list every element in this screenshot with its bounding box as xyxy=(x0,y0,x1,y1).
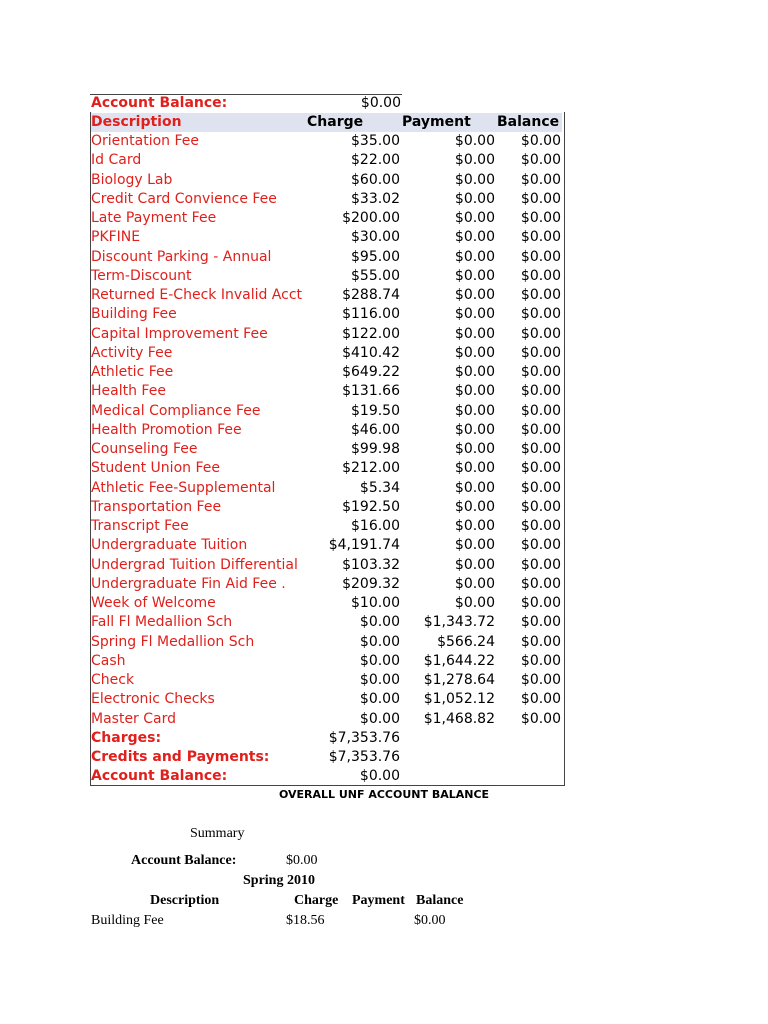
row-description: Undergrad Tuition Differential xyxy=(91,556,298,573)
table-header-row xyxy=(91,113,562,132)
row-description: Health Promotion Fee xyxy=(91,421,242,438)
row-payment: $0.00 xyxy=(454,306,495,323)
row-payment: $0.00 xyxy=(454,287,495,303)
summary-row-charge: $18.56 xyxy=(286,913,325,928)
table-row xyxy=(91,228,562,247)
row-payment: $0.00 xyxy=(454,498,495,515)
row-charge: $5.34 xyxy=(359,479,400,496)
totals-row xyxy=(91,748,562,767)
table-row xyxy=(91,459,562,478)
row-description: Master Card xyxy=(91,710,177,727)
row-charge: $0.00 xyxy=(359,691,400,708)
row-charge: $131.66 xyxy=(342,383,400,400)
header-balance: Balance xyxy=(497,114,560,130)
row-charge: $122.00 xyxy=(342,325,400,342)
row-payment: $0.00 xyxy=(454,460,495,477)
table-caption: OVERALL UNF ACCOUNT BALANCE xyxy=(278,788,490,801)
row-charge: $0.00 xyxy=(359,614,400,631)
row-payment: $0.00 xyxy=(454,133,495,149)
row-balance: $0.00 xyxy=(520,306,561,323)
row-balance: $0.00 xyxy=(520,344,561,361)
table-row xyxy=(91,344,562,363)
table-row xyxy=(91,325,562,344)
row-charge: $192.50 xyxy=(342,498,400,515)
row-charge: $16.00 xyxy=(351,518,400,534)
row-balance: $0.00 xyxy=(520,210,561,226)
row-charge: $22.00 xyxy=(351,152,400,169)
row-balance: $0.00 xyxy=(520,441,561,457)
row-charge: $116.00 xyxy=(342,306,400,323)
row-payment: $1,343.72 xyxy=(423,614,495,631)
table-row xyxy=(91,267,562,286)
row-description: Fall Fl Medallion Sch xyxy=(91,614,233,631)
row-description: Transportation Fee xyxy=(91,498,222,515)
table-row xyxy=(91,594,562,613)
row-payment: $0.00 xyxy=(454,537,495,554)
row-description: Capital Improvement Fee xyxy=(91,325,268,342)
row-balance: $0.00 xyxy=(520,364,561,380)
row-balance: $0.00 xyxy=(520,479,561,496)
totals-value: $7,353.76 xyxy=(328,749,400,765)
row-balance: $0.00 xyxy=(520,190,561,207)
row-description: Discount Parking - Annual xyxy=(91,248,272,265)
table-row xyxy=(91,613,562,632)
row-charge: $0.00 xyxy=(359,672,400,688)
row-balance: $0.00 xyxy=(520,248,561,265)
row-charge: $60.00 xyxy=(351,171,400,188)
row-balance: $0.00 xyxy=(520,421,561,438)
totals-row xyxy=(91,729,562,748)
row-description: Building Fee xyxy=(91,306,177,323)
row-description: Activity Fee xyxy=(91,344,173,361)
row-charge: $288.74 xyxy=(342,287,400,303)
row-description: Electronic Checks xyxy=(91,691,215,708)
row-balance: $0.00 xyxy=(520,537,561,554)
table-row xyxy=(91,305,562,324)
row-payment: $0.00 xyxy=(454,171,495,188)
row-description: Check xyxy=(91,672,135,688)
row-balance: $0.00 xyxy=(520,171,561,188)
row-charge: $4,191.74 xyxy=(328,537,400,554)
row-payment: $0.00 xyxy=(454,190,495,207)
row-charge: $10.00 xyxy=(351,595,400,611)
table-row xyxy=(91,517,562,536)
row-payment: $0.00 xyxy=(454,229,495,246)
row-balance: $0.00 xyxy=(520,633,561,650)
row-balance: $0.00 xyxy=(520,152,561,169)
table-row xyxy=(91,286,562,305)
row-payment: $0.00 xyxy=(454,518,495,534)
row-balance: $0.00 xyxy=(520,267,561,284)
row-charge: $209.32 xyxy=(342,575,400,592)
row-description: Credit Card Convience Fee xyxy=(91,190,277,207)
row-payment: $0.00 xyxy=(454,364,495,380)
row-balance: $0.00 xyxy=(520,229,561,246)
row-payment: $0.00 xyxy=(454,248,495,265)
table-row xyxy=(91,690,562,709)
table-row xyxy=(91,402,562,421)
header-description: Description xyxy=(91,114,182,130)
table-row xyxy=(91,710,562,729)
header-charge: Charge xyxy=(307,114,364,130)
row-description: Term-Discount xyxy=(91,267,192,284)
row-charge: $33.02 xyxy=(351,190,400,207)
account-balance-value: $0.00 xyxy=(360,95,401,111)
row-payment: $0.00 xyxy=(454,210,495,226)
row-payment: $1,278.64 xyxy=(423,672,495,688)
summary-header-charge: Charge xyxy=(294,893,339,908)
table-row xyxy=(91,633,562,652)
table-row xyxy=(91,421,562,440)
table-row xyxy=(91,440,562,459)
row-description: Counseling Fee xyxy=(91,441,198,457)
summary-header-payment: Payment xyxy=(352,893,405,908)
table-row xyxy=(91,151,562,170)
row-balance: $0.00 xyxy=(520,133,561,149)
row-balance: $0.00 xyxy=(520,498,561,515)
row-description: Orientation Fee xyxy=(91,133,200,149)
totals-label: Credits and Payments: xyxy=(91,749,270,765)
row-charge: $200.00 xyxy=(342,210,400,226)
row-description: PKFINE xyxy=(91,229,141,246)
row-description: Athletic Fee-Supplemental xyxy=(91,479,276,496)
row-balance: $0.00 xyxy=(520,460,561,477)
summary-header-balance: Balance xyxy=(416,893,464,908)
row-description: Athletic Fee xyxy=(91,364,174,380)
row-charge: $30.00 xyxy=(351,229,400,246)
totals-label: Account Balance: xyxy=(91,768,228,785)
row-balance: $0.00 xyxy=(520,595,561,611)
row-payment: $1,052.12 xyxy=(423,691,495,708)
row-payment: $566.24 xyxy=(437,633,495,650)
row-description: Medical Compliance Fee xyxy=(91,402,261,419)
table-row xyxy=(91,575,562,594)
row-balance: $0.00 xyxy=(520,614,561,631)
row-payment: $0.00 xyxy=(454,421,495,438)
row-payment: $0.00 xyxy=(454,267,495,284)
row-balance: $0.00 xyxy=(520,325,561,342)
row-charge: $0.00 xyxy=(359,633,400,650)
row-charge: $649.22 xyxy=(342,364,400,380)
row-payment: $0.00 xyxy=(454,479,495,496)
table-row xyxy=(91,190,562,209)
table-row xyxy=(91,209,562,228)
summary-term: Spring 2010 xyxy=(243,873,315,888)
row-payment: $0.00 xyxy=(454,402,495,419)
row-charge: $410.42 xyxy=(342,344,400,361)
row-payment: $0.00 xyxy=(454,575,495,592)
row-payment: $0.00 xyxy=(454,595,495,611)
row-balance: $0.00 xyxy=(520,652,561,669)
table-row xyxy=(91,132,562,151)
account-balance-row xyxy=(91,94,401,113)
row-balance: $0.00 xyxy=(520,556,561,573)
table-row xyxy=(91,248,562,267)
row-balance: $0.00 xyxy=(520,691,561,708)
summary-account-balance-value: $0.00 xyxy=(286,853,318,868)
row-charge: $46.00 xyxy=(351,421,400,438)
table-row xyxy=(91,671,562,690)
row-balance: $0.00 xyxy=(520,518,561,534)
totals-value: $7,353.76 xyxy=(328,729,400,746)
row-description: Student Union Fee xyxy=(91,460,220,477)
row-description: Undergraduate Fin Aid Fee . xyxy=(91,575,286,592)
row-payment: $0.00 xyxy=(454,556,495,573)
row-payment: $1,644.22 xyxy=(423,652,495,669)
table-row xyxy=(91,498,562,517)
table-row xyxy=(91,652,562,671)
row-balance: $0.00 xyxy=(520,672,561,688)
row-description: Health Fee xyxy=(91,383,166,400)
row-charge: $0.00 xyxy=(359,652,400,669)
table-row xyxy=(91,536,562,555)
header-payment: Payment xyxy=(402,114,471,130)
row-payment: $0.00 xyxy=(454,325,495,342)
table-row xyxy=(91,556,562,575)
row-description: Spring Fl Medallion Sch xyxy=(91,633,255,650)
table-row xyxy=(91,171,562,190)
row-charge: $19.50 xyxy=(351,402,400,419)
row-charge: $103.32 xyxy=(342,556,400,573)
row-description: Cash xyxy=(91,652,126,669)
row-description: Undergraduate Tuition xyxy=(91,537,248,554)
row-balance: $0.00 xyxy=(520,383,561,400)
row-payment: $0.00 xyxy=(454,152,495,169)
row-description: Week of Welcome xyxy=(91,595,216,611)
row-description: Biology Lab xyxy=(91,171,173,188)
row-charge: $0.00 xyxy=(359,710,400,727)
table-row xyxy=(91,479,562,498)
row-charge: $212.00 xyxy=(342,460,400,477)
row-balance: $0.00 xyxy=(520,710,561,727)
row-charge: $35.00 xyxy=(351,133,400,149)
row-balance: $0.00 xyxy=(520,402,561,419)
account-balance-label: Account Balance: xyxy=(91,95,228,111)
row-charge: $55.00 xyxy=(351,267,400,284)
totals-row xyxy=(91,767,562,786)
table-row xyxy=(91,363,562,382)
row-charge: $99.98 xyxy=(351,441,400,457)
totals-value: $0.00 xyxy=(359,768,400,785)
row-charge: $95.00 xyxy=(351,248,400,265)
row-description: Transcript Fee xyxy=(91,518,189,534)
totals-label: Charges: xyxy=(91,729,162,746)
row-payment: $0.00 xyxy=(454,383,495,400)
row-payment: $1,468.82 xyxy=(423,710,495,727)
summary-row-description: Building Fee xyxy=(91,913,164,928)
row-description: Id Card xyxy=(91,152,142,169)
row-balance: $0.00 xyxy=(520,575,561,592)
summary-title: Summary xyxy=(190,826,245,841)
row-payment: $0.00 xyxy=(454,441,495,457)
row-balance: $0.00 xyxy=(520,287,561,303)
row-description: Late Payment Fee xyxy=(91,210,217,226)
row-payment: $0.00 xyxy=(454,344,495,361)
table-row xyxy=(91,382,562,401)
summary-header-description: Description xyxy=(150,893,220,908)
row-description: Returned E-Check Invalid Acct xyxy=(91,287,303,303)
summary-row-balance: $0.00 xyxy=(414,913,446,928)
summary-account-balance-label: Account Balance: xyxy=(131,853,237,868)
